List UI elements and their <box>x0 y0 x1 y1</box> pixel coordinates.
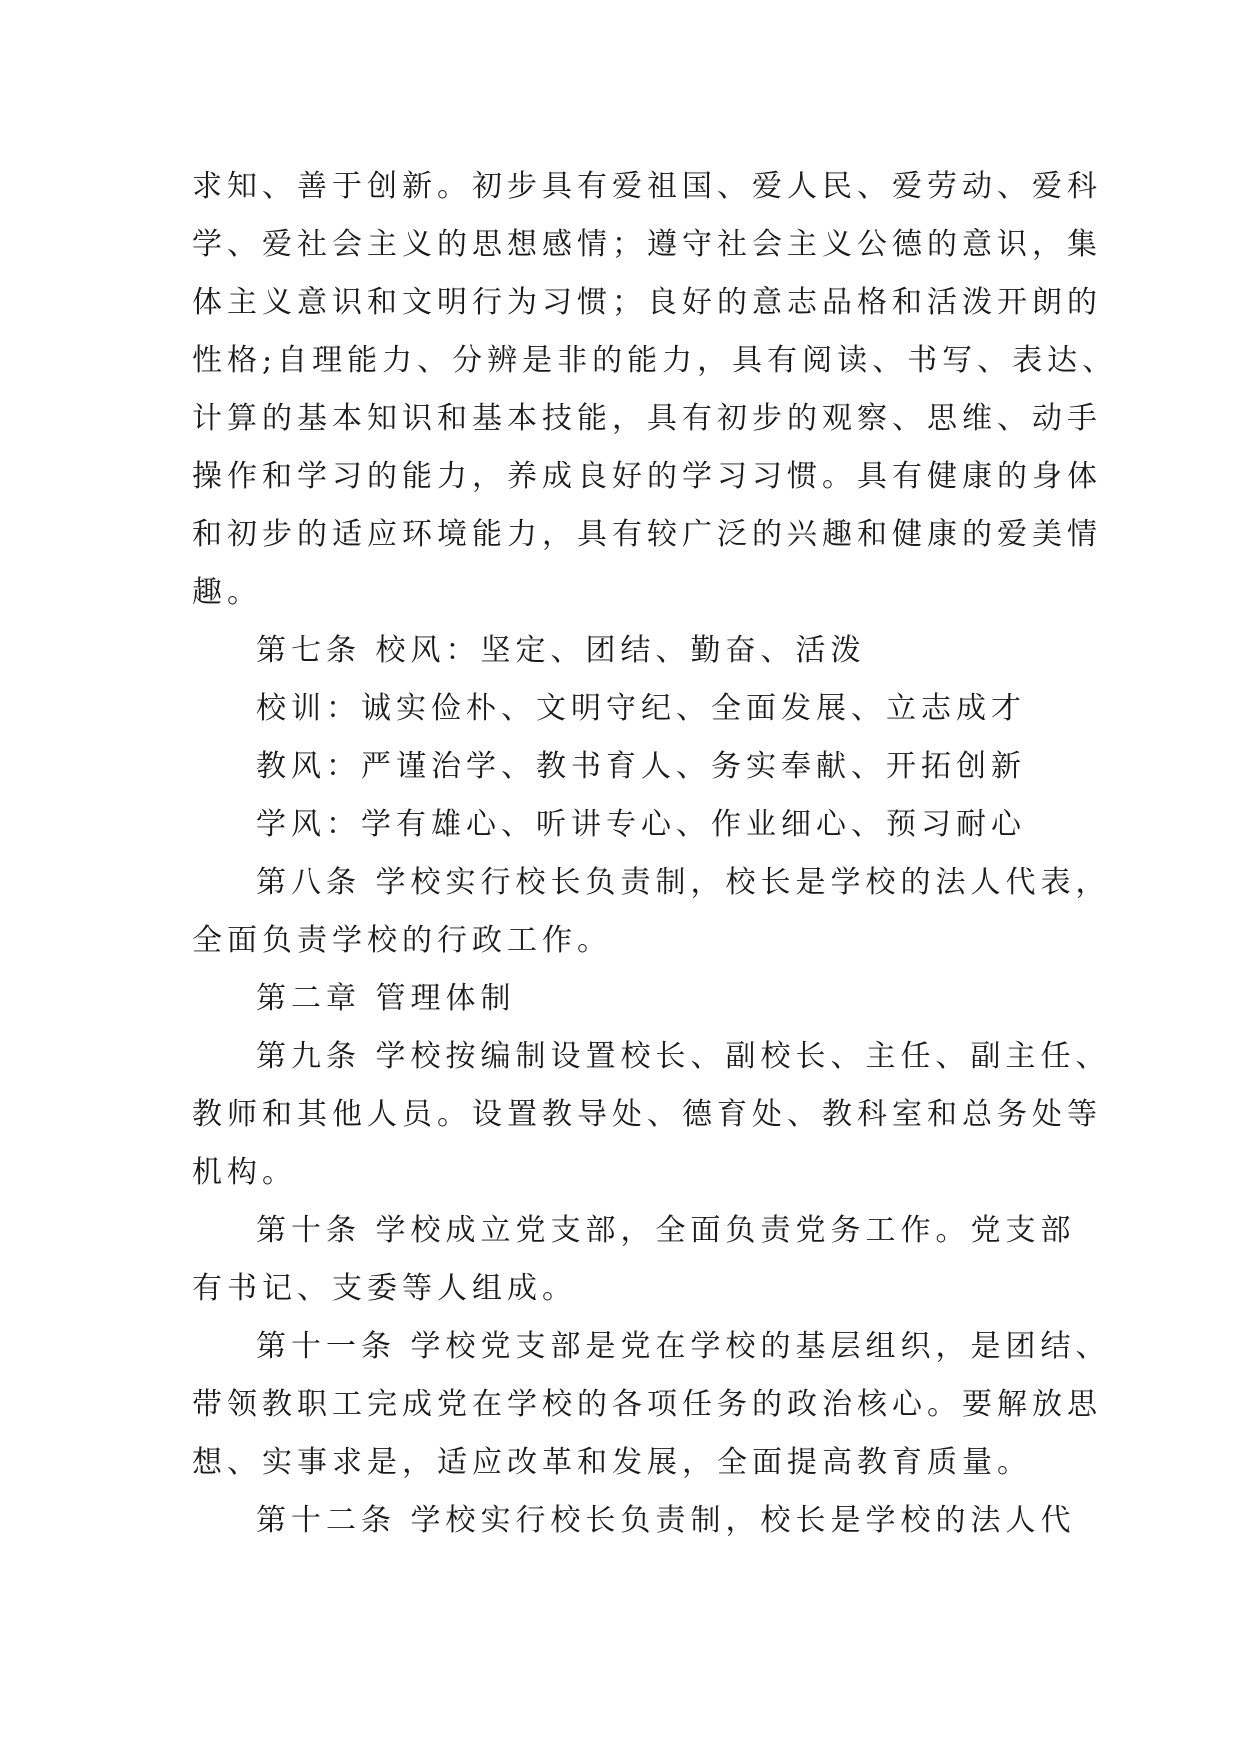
text-line: 第二章 管理体制 <box>256 981 516 1016</box>
text-line: 和初步的适应环境能力，具有较广泛的兴趣和健康的爱美情 <box>192 517 1102 552</box>
text-line: 性格;自理能力、分辨是非的能力，具有阅读、书写、表达、 <box>192 343 1118 378</box>
text-line: 趣。 <box>192 575 262 610</box>
text-line: 第十条 学校成立党支部，全面负责党务工作。党支部 <box>256 1213 1076 1248</box>
text-line: 学风：学有雄心、听讲专心、作业细心、预习耐心 <box>256 807 1026 842</box>
text-line: 第八条 学校实行校长负责制，校长是学校的法人代表， <box>256 865 1111 900</box>
text-line: 教风：严谨治学、教书育人、务实奉献、开拓创新 <box>256 749 1026 784</box>
text-line: 校训：诚实俭朴、文明守纪、全面发展、立志成才 <box>256 691 1026 726</box>
text-line: 第七条 校风：坚定、团结、勤奋、活泼 <box>256 633 866 668</box>
text-line: 带领教职工完成党在学校的各项任务的政治核心。要解放思 <box>192 1387 1102 1422</box>
text-line: 学、爱社会主义的思想感情；遵守社会主义公德的意识，集 <box>192 227 1102 262</box>
document-body <box>192 158 1118 1550</box>
text-line: 全面负责学校的行政工作。 <box>192 923 612 958</box>
text-line: 想、实事求是，适应改革和发展，全面提高教育质量。 <box>192 1445 1032 1480</box>
text-line: 教师和其他人员。设置教导处、德育处、教科室和总务处等 <box>192 1097 1102 1132</box>
text-line: 第九条 学校按编制设置校长、副校长、主任、副主任、 <box>256 1039 1111 1074</box>
text-line: 第十一条 学校党支部是党在学校的基层组织，是团结、 <box>256 1329 1111 1364</box>
text-line: 计算的基本知识和基本技能，具有初步的观察、思维、动手 <box>192 401 1102 436</box>
text-line: 有书记、支委等人组成。 <box>192 1271 577 1306</box>
text-line: 机构。 <box>192 1155 297 1190</box>
text-line: 体主义意识和文明行为习惯；良好的意志品格和活泼开朗的 <box>192 285 1102 320</box>
text-line: 操作和学习的能力，养成良好的学习习惯。具有健康的身体 <box>192 459 1102 494</box>
text-line: 求知、善于创新。初步具有爱祖国、爱人民、爱劳动、爱科 <box>192 169 1102 204</box>
text-line: 第十二条 学校实行校长负责制，校长是学校的法人代 <box>256 1503 1076 1538</box>
